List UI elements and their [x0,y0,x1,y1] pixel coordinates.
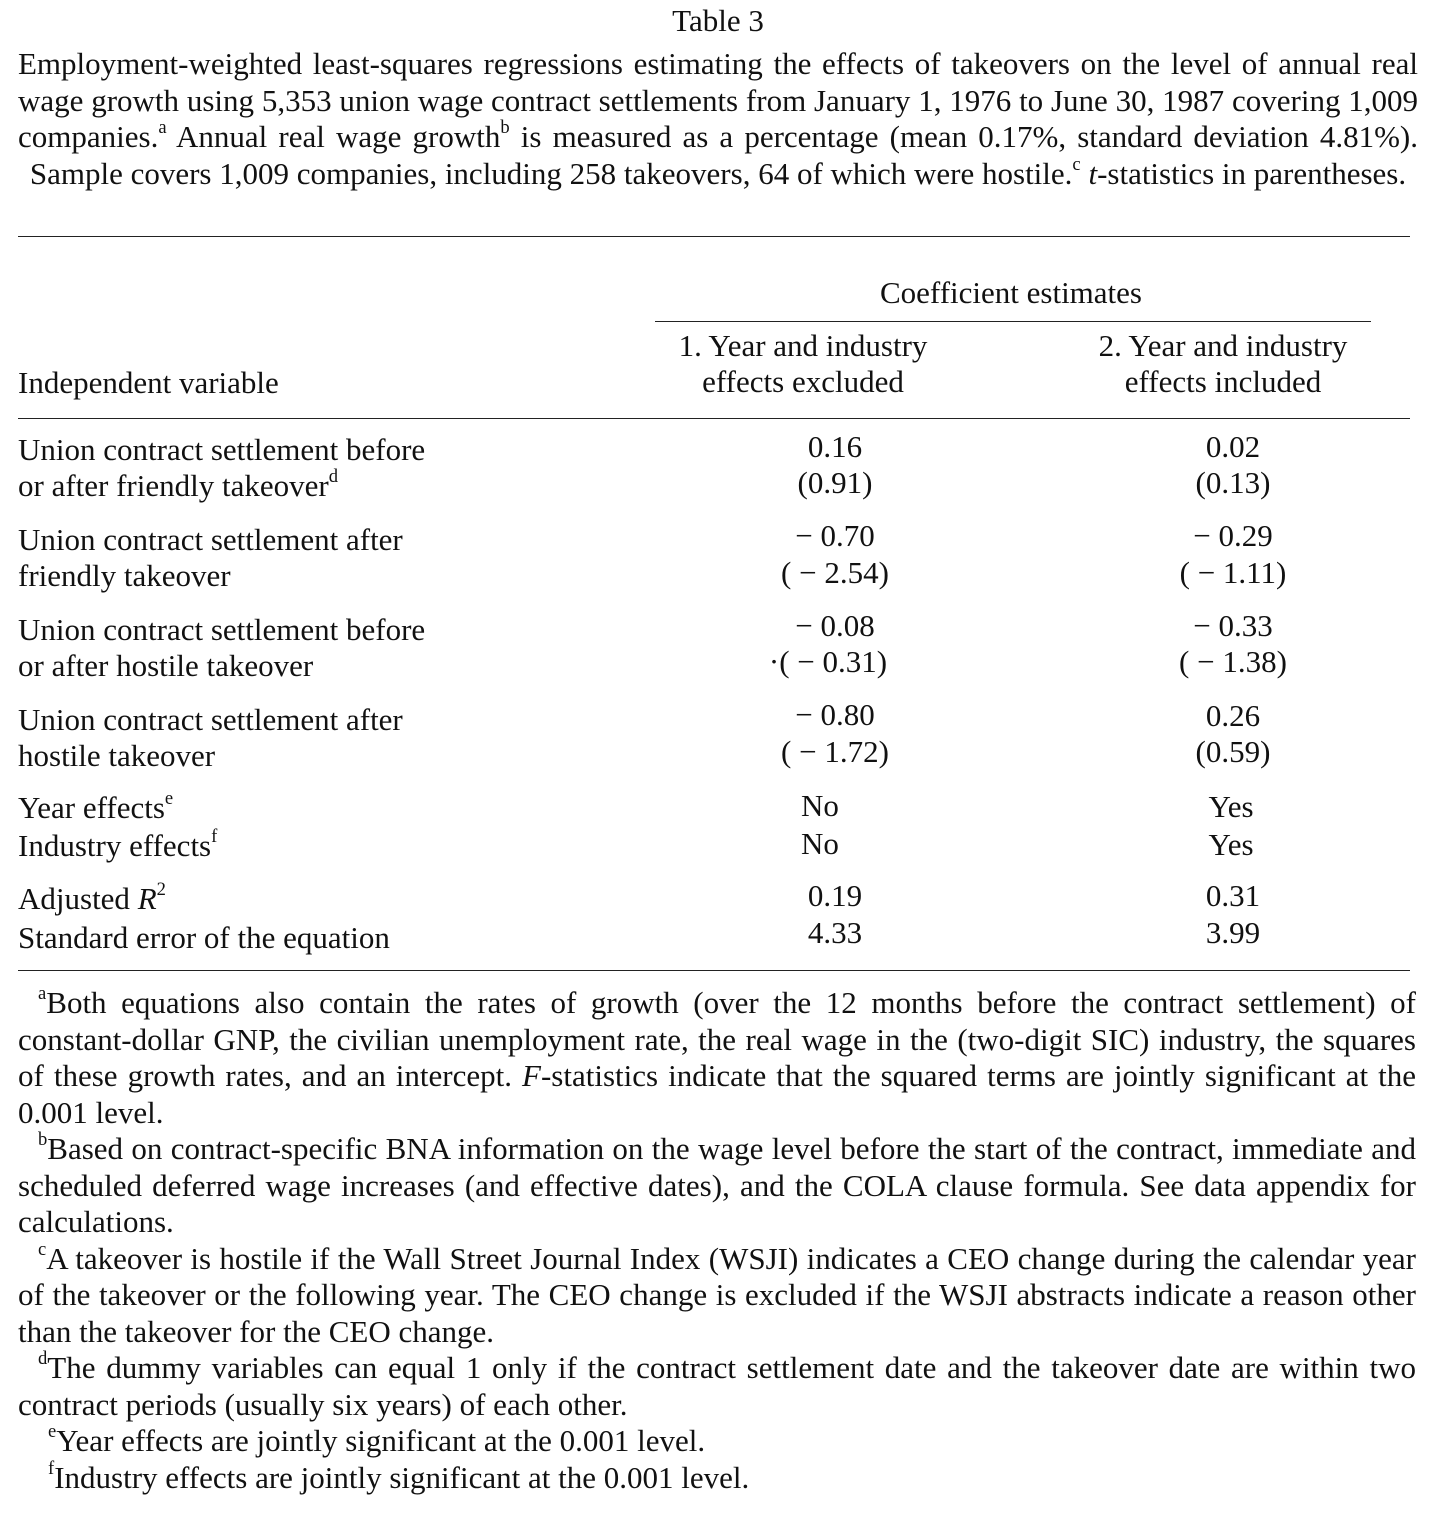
adjusted-r2-col1: 0.19 [807,878,863,913]
row3-col2-tstat: ( − 1.38) [1179,644,1287,679]
table-footnotes [18,985,1416,1496]
independent-variable-header: Independent variable [18,365,279,400]
row3-col1-tstat: ·( − 0.31) [768,644,888,679]
table-caption [18,46,1418,192]
adjusted-r2-col2: 0.31 [1205,878,1261,913]
footnote-marker-f: f [211,826,218,848]
row1-col2-coef: 0.02 [1205,429,1261,464]
row4-label-line1: Union contract settlement after [18,702,403,737]
row2-col1-tstat: ( − 2.54) [781,555,889,590]
row4-label-line2: hostile takeover [18,738,216,773]
row2-col1-coef: − 0.70 [795,518,875,553]
caption-text: Employment-weighted least-squares regressions estimating the effects of takeovers on the level of annual real wage growth using 5,353 union wage contract settlements from January 1, 1976 to June 30, 1987 covering 1,009 companies.$^a$ Annual real wage growth$^b$ is measured as a percentage (mean 0.17%, standard deviation 4.81%). Sample covers 1,009 companies, including 258 takeovers, 64 of which were hostile.$^c$ t-statistics in parentheses. [18,46,1418,191]
year-effects-col1: No [801,788,839,823]
industry-effects-col1: No [801,826,839,861]
footnote-marker-b: b [500,117,510,139]
coefficient-header-rule [655,321,1371,322]
col1-header-line2: effects excluded [702,364,904,399]
row1-col2-tstat: (0.13) [1195,465,1271,500]
col2-header-line2: effects included [1124,364,1322,399]
row4-col1-coef: − 0.80 [795,697,875,732]
row3-col1-coef: − 0.08 [795,608,875,643]
row3-label-line2: or after hostile takeover [18,648,314,683]
row1-label-line1: Union contract settlement before [18,432,426,467]
year-effects-col2: Yes [1208,789,1254,824]
footnote-e: $^e$Year effects are jointly significant at the 0.001 level. [48,1421,706,1458]
year-effects-label: Year effects$^e$ [18,788,174,825]
row2-label-line1: Union contract settlement after [18,522,403,557]
col1-header-line1: 1. Year and industry [678,328,928,363]
standard-error-col1: 4.33 [807,915,863,950]
footnote-marker-e: e [164,788,174,810]
standard-error-label: Standard error of the equation [18,920,390,955]
footnote-a: $^a$Both equations also contain the rates of growth (over the 12 months before the contract settlement) of constant-dollar GNP, the civilian unemployment rate, the real wage in the (two-digit SIC) industry, the squares of these growth rates, and an intercept. F-statistics indicate that the squared terms are jointly significant at the 0.001 level. [18,983,1416,1130]
adjusted-r2-label: Adjusted $R^2$ [18,879,166,916]
col2-header-line1: 2. Year and industry [1098,328,1348,363]
table-page [18,0,1418,1495]
footnote-c: $^c$A takeover is hostile if the Wall Street Journal Index (WSJI) indicates a CEO change during the calendar year of the takeover or the following year. The CEO change is excluded if the WSJI abstracts indicate a reason other than the takeover for the CEO change. [18,1238,1416,1349]
industry-effects-col2: Yes [1208,827,1254,862]
row2-col2-coef: − 0.29 [1193,518,1273,553]
standard-error-col2: 3.99 [1205,915,1261,950]
row4-col2-coef: 0.26 [1205,698,1261,733]
row1-col1-tstat: (0.91) [797,465,873,500]
footnote-f: $^f$Industry effects are jointly significant at the 0.001 level. [48,1457,750,1495]
table-bottom-rule [18,970,1410,971]
table-label: Table 3 [672,3,764,38]
row1-label-line2: or after friendly takeover$^d$ [18,466,338,503]
row4-col1-tstat: ( − 1.72) [781,734,889,769]
header-bottom-rule [18,418,1410,419]
industry-effects-label: Industry effects$^f$ [18,826,218,863]
row4-col2-tstat: (0.59) [1195,734,1271,769]
row3-col2-coef: − 0.33 [1193,608,1273,643]
coefficient-estimates-header: Coefficient estimates [880,275,1142,310]
footnote-marker-c: c [1072,153,1081,175]
footnote-marker-a: a [158,117,167,139]
footnote-d: $^d$The dummy variables can equal 1 only if the contract settlement date and the takeover date are within two contract periods (usually six years) of each other. [18,1348,1416,1422]
row3-label-line1: Union contract settlement before [18,612,426,647]
row2-col2-tstat: ( − 1.11) [1179,555,1287,590]
footnote-marker-d: d [328,466,338,488]
table-top-rule [18,236,1410,237]
footnote-b: $^b$Based on contract-specific BNA information on the wage level before the start of the contract, immediate and scheduled deferred wage increases (and effective dates), and the COLA clause formula. See data appendix for calculations. [18,1129,1416,1239]
row1-col1-coef: 0.16 [807,429,863,464]
row2-label-line2: friendly takeover [18,558,231,593]
